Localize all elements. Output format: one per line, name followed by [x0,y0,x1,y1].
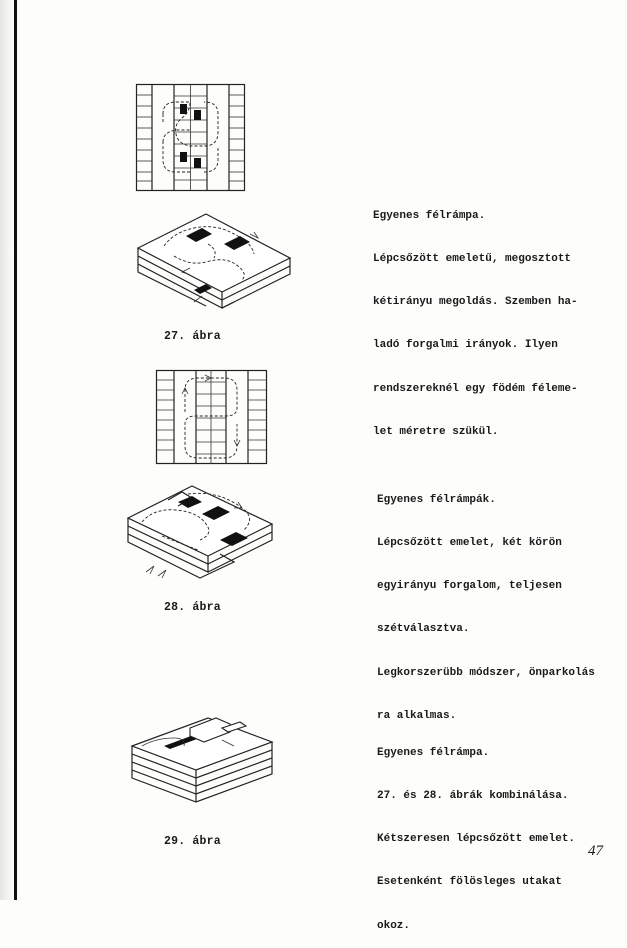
description-line: Legkorszerübb módszer, önparkolás [377,666,595,679]
description-line: Egyenes félrámpa. [373,209,486,222]
figure-28-isometric-drawing [118,478,278,588]
figure-29-caption: 29. ábra [164,835,221,848]
page-binding-edge [14,0,17,900]
description-line: let méretre szükül. [373,425,499,438]
figure-29-description [377,717,575,948]
description-line: ra alkalmas. [377,709,457,722]
page-number: 47 [588,843,603,859]
description-line: 27. és 28. ábrák kombinálása. [377,790,569,803]
figure-28-description [377,464,595,738]
description-line: egyirányu forgalom, teljesen [377,580,562,593]
description-line: szétválasztva. [377,623,470,636]
description-line: Egyenes félrámpa. [377,746,490,759]
description-line: Esetenként fölösleges utakat [377,876,562,889]
description-line: okoz. [377,919,411,932]
figure-27-description [373,180,578,454]
figure-27-isometric-drawing [134,210,294,310]
description-line: Egyenes félrámpák. [377,493,496,506]
figure-27-caption: 27. ábra [164,330,221,343]
figure-27-plan-drawing [136,84,246,192]
figure-29-isometric-drawing [126,712,276,812]
page-binding-shadow [0,0,14,900]
description-line: ladó forgalmi irányok. Ilyen [373,339,558,352]
figure-28-plan-drawing [156,370,268,466]
description-line: Lépcsőzött emelet, két körön [377,537,562,550]
description-line: Kétszeresen lépcsőzött emelet. [377,833,576,846]
description-line: Lépcsőzött emeletű, megosztott [373,253,572,266]
description-line: rendszereknél egy födém féleme- [373,382,578,395]
figure-28-caption: 28. ábra [164,601,221,614]
description-line: kétirányu megoldás. Szemben ha- [373,296,578,309]
